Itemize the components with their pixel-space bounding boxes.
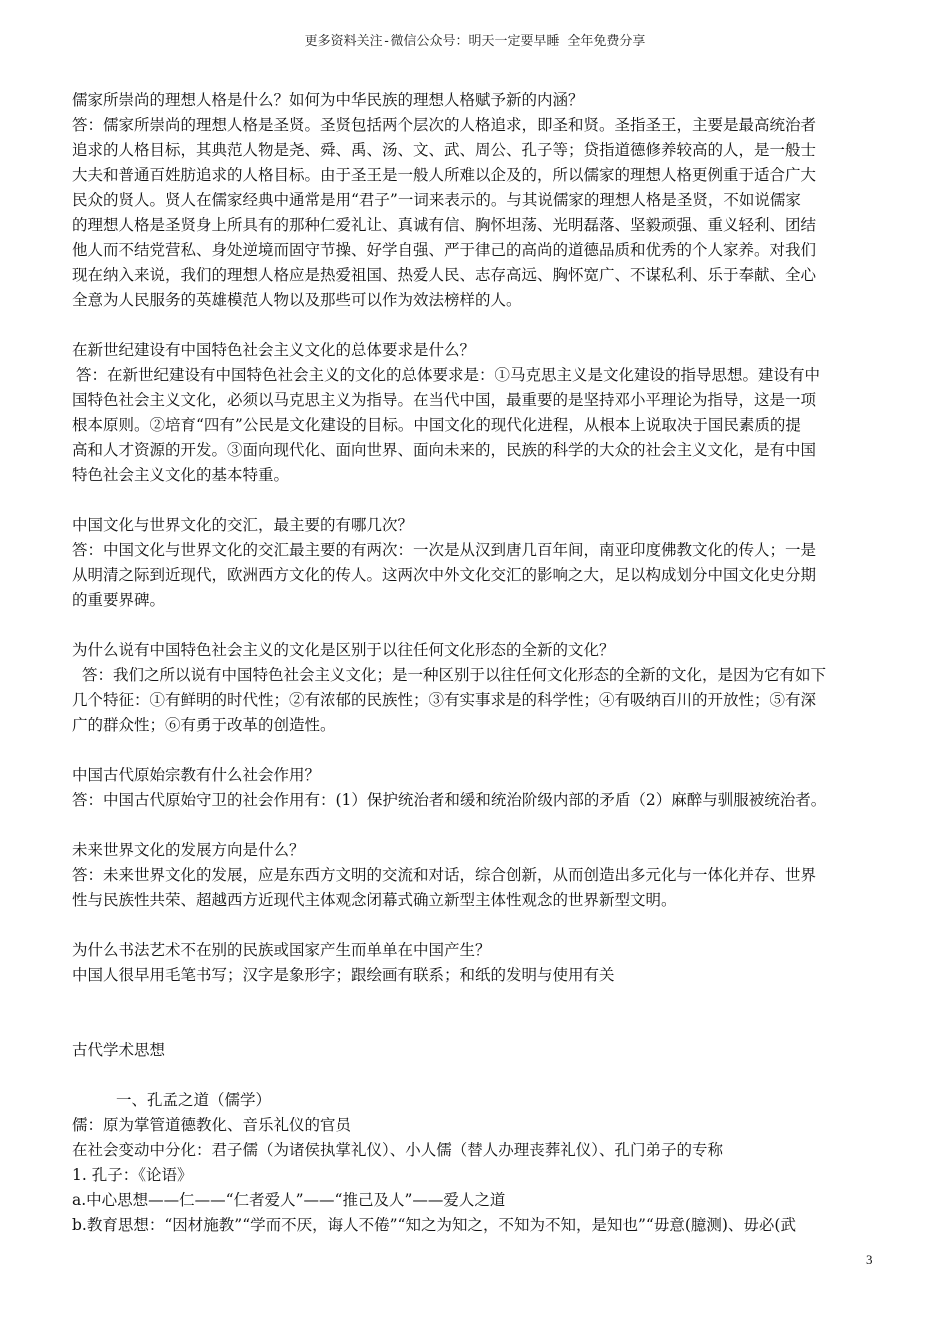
answer-line: 答：中国古代原始守卫的社会作用有：(1）保护统治者和缓和统治阶级内部的矛盾（2）麻醉与驯服被统治者。 [72, 791, 827, 809]
answer-line: 大夫和普通百姓肪追求的人格目标。由于圣王是一般人所难以企及的，所以儒家的理想人格更例重于适合广大 [72, 166, 817, 184]
answer-line: 特色社会主义文化的基本特重。 [72, 466, 290, 484]
section-line: a.中心思想——仁——“仁者爱人”——“推己及人”——爱人之道 [72, 1191, 506, 1209]
page-number: 3 [866, 1252, 873, 1267]
subsection-title: 一、孔孟之道（儒学） [116, 1091, 272, 1109]
answer-line: 答：儒家所崇尚的理想人格是圣贤。圣贤包括两个层次的人格追求，即圣和贤。圣指圣王，主要是最高统治者 [72, 116, 817, 134]
answer-line: 高和人才资源的开发。③面向现代化、面向世界、面向未来的，民族的科学的大众的社会主义文化，是有中国 [72, 441, 817, 459]
answer-line: 答：未来世界文化的发展，应是东西方文明的交流和对话，综合创新，从而创造出多元化与一体化并存、世界 [72, 866, 817, 884]
answer-line: 几个特征：①有鲜明的时代性；②有浓郁的民族性；③有实事求是的科学性；④有吸纳百川的开放性；⑤有深 [72, 691, 817, 709]
page-header: 更多资料关注-微信公众号：明天一定要早睡 全年免费分享 [304, 34, 646, 49]
question-heading: 未来世界文化的发展方向是什么？ [72, 841, 305, 859]
answer-line: 答：在新世纪建设有中国特色社会主义的文化的总体要求是：①马克思主义是文化建设的指导思想。建设有中 [76, 366, 821, 384]
answer-line: 民众的贤人。贤人在儒家经典中通常是用“君子”一词来表示的。与其说儒家的理想人格是圣贤，不如说儒家 [72, 191, 801, 209]
section-line: 儒：原为掌管道德教化、音乐礼仪的官员 [72, 1116, 352, 1134]
answer-line: 广的群众性；⑥有勇于改革的创造性。 [72, 716, 336, 734]
answer-line: 答：我们之所以说有中国特色社会主义文化；是一种区别于以往任何文化形态的全新的文化，是因为它有如下 [82, 666, 827, 684]
section-line: 1. 孔子：《论语》 [72, 1166, 193, 1184]
question-heading: 中国文化与世界文化的交汇，最主要的有哪几次？ [72, 516, 414, 534]
answer-line: 中国人很早用毛笔书写；汉字是象形字；跟绘画有联系；和纸的发明与使用有关 [72, 966, 615, 984]
answer-line: 追求的人格目标，其典范人物是尧、舜、禹、汤、文、武、周公、孔子等；贷指道德修养较高的人，是一般士 [72, 141, 817, 159]
answer-line: 现在纳入来说，我们的理想人格应是热爱祖国、热爱人民、志存高远、胸怀宽广、不谋私利、乐于奉献、全心 [72, 266, 817, 284]
section-line: b.教育思想：“因材施教”“学而不厌，诲人不倦”“知之为知之，不知为不知，是知也”“毋意(臆测)、毋必(武 [72, 1216, 796, 1234]
answer-line: 全意为人民服务的英雄模范人物以及那些可以作为效法榜样的人。 [72, 291, 522, 309]
answer-line: 根本原则。②培育“四有”公民是文化建设的目标。中国文化的现代化进程，从根本上说取决于国民素质的提 [72, 416, 801, 434]
answer-line: 国特色社会主义文化，必须以马克思主义为指导。在当代中国，最重要的是坚持邓小平理论为指导，这是一项 [72, 391, 817, 409]
question-heading: 为什么说有中国特色社会主义的文化是区别于以往任何文化形态的全新的文化？ [72, 641, 615, 659]
section-title: 古代学术思想 [72, 1041, 166, 1059]
question-heading: 为什么书法艺术不在别的民族或国家产生而单单在中国产生？ [72, 941, 491, 959]
question-heading: 中国古代原始宗教有什么社会作用？ [72, 766, 321, 784]
answer-line: 答：中国文化与世界文化的交汇最主要的有两次：一次是从汉到唐几百年间，南亚印度佛教文化的传人；一是 [72, 541, 817, 559]
section-line: 在社会变动中分化：君子儒（为诸侯执掌礼仪）、小人儒（替人办理丧葬礼仪）、孔门弟子的专称 [72, 1141, 724, 1159]
answer-line: 的理想人格是圣贤身上所具有的那种仁爱礼让、真诚有信、胸怀坦荡、光明磊落、坚毅顽强、重义轻利、团结 [72, 216, 817, 234]
answer-line: 从明清之际到近现代，欧洲西方文化的传人。这两次中外文化交汇的影响之大，足以构成划分中国文化史分期 [72, 566, 817, 584]
page-content [72, 88, 882, 1238]
question-heading: 儒家所崇尚的理想人格是什么？如何为中华民族的理想人格赋予新的内涵？ [72, 91, 584, 109]
answer-line: 的重要界碑。 [72, 591, 166, 609]
question-heading: 在新世纪建设有中国特色社会主义文化的总体要求是什么？ [72, 341, 476, 359]
answer-line: 他人而不结党营私、身处逆境而固守节操、好学自强、严于律己的高尚的道德品质和优秀的个人家养。对我们 [72, 241, 817, 259]
answer-line: 性与民族性共荣、超越西方近现代主体观念闭幕式确立新型主体性观念的世界新型文明。 [72, 891, 677, 909]
